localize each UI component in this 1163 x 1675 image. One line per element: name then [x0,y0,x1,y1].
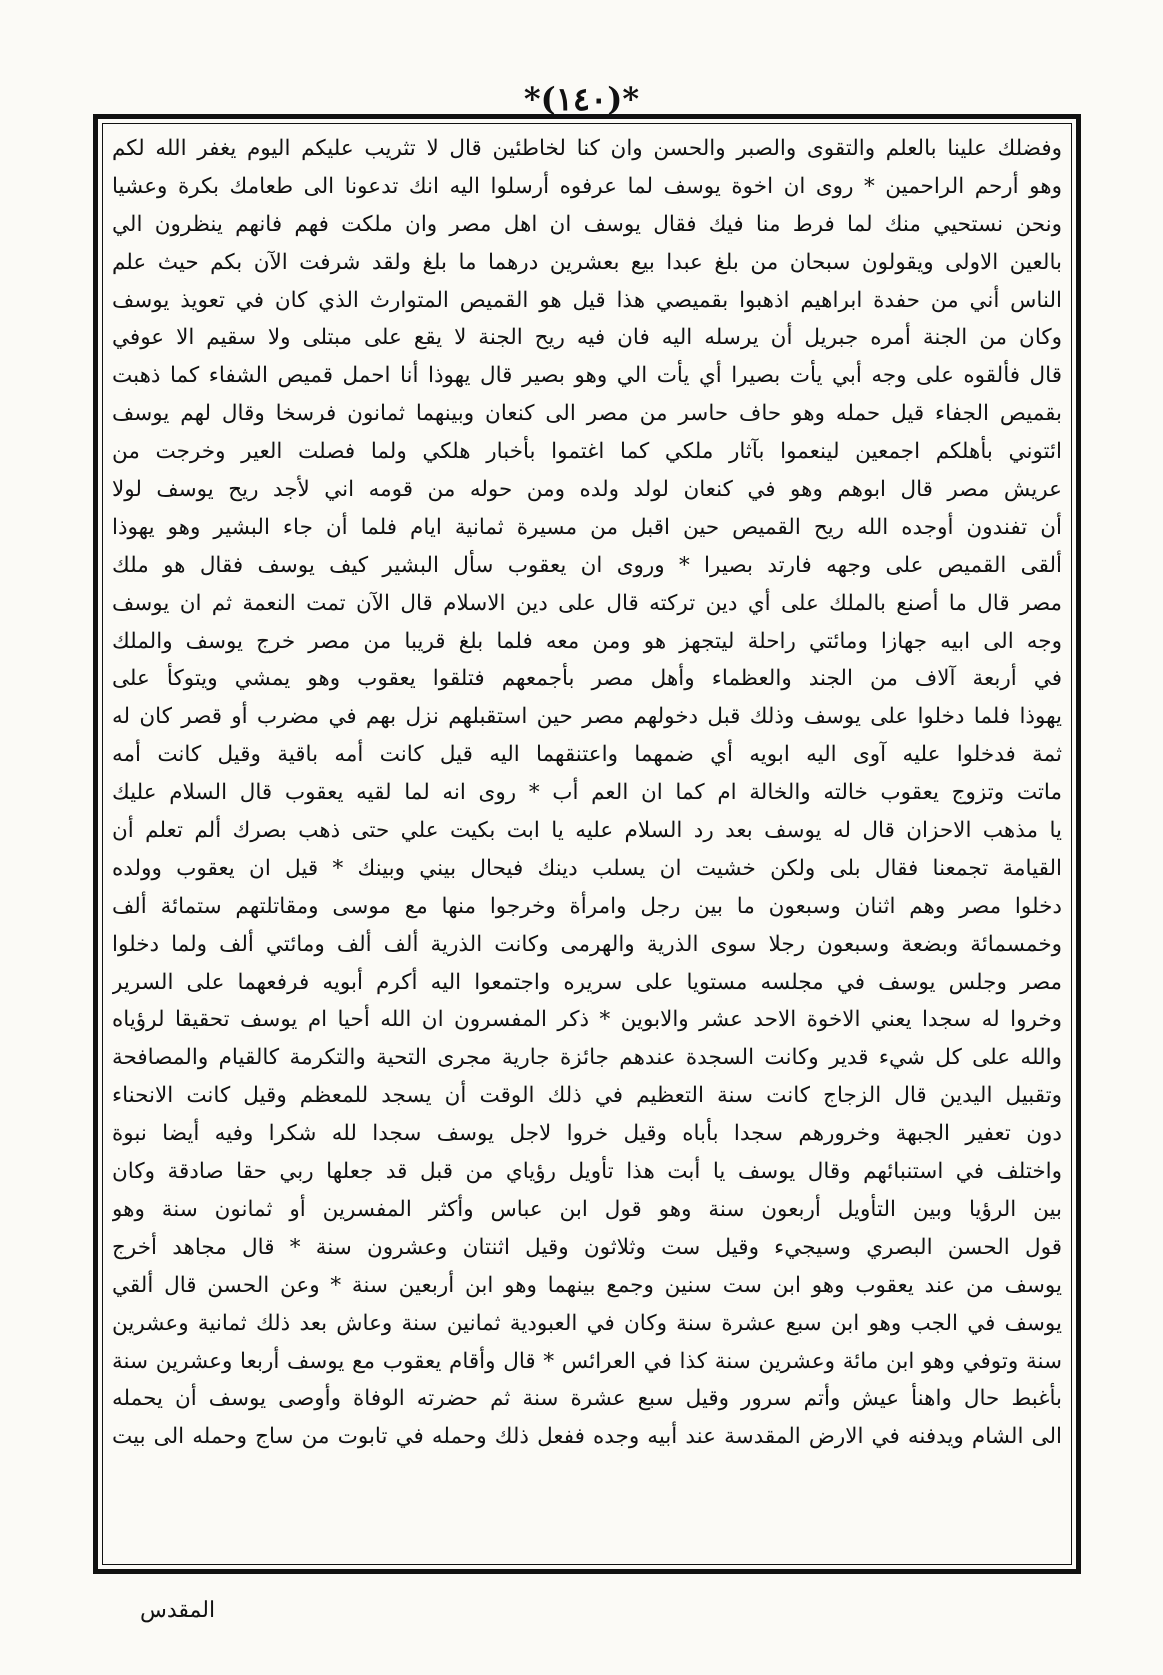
text-line: قول الحسن البصري وسيجيء وقيل ست وثلاثون وقيل اثنتان وعشرون سنة * قال مجاهد أخرج [112,1234,1062,1260]
text-line: الى الشام ويدفنه في الارض المقدسة عند أبيه وجده ففعل ذلك وحمله في تابوت من ساج وحمله الى بيت [112,1424,1062,1450]
page-number: *(١٤٠)* [523,80,640,118]
text-line: ألقى القميص على وجهه فارتد بصيرا * وروى ان يعقوب سأل البشير كيف يوسف فقال هو ملك [112,552,1062,578]
text-line: والله على كل شيء قدير وكانت السجدة عندهم جائزة جارية مجرى التحية والتكرمة كالقيام والمصافحة [112,1045,1062,1071]
text-line: دون تعفير الجبهة وخرورهم سجدا بأباه وقيل خروا لاجل يوسف سجدا لله شكرا وفيه أيضا نبوة [112,1121,1062,1147]
text-line: وفضلك علينا بالعلم والتقوى والصبر والحسن وان كنا لخاطئين قال لا تثريب عليكم اليوم يغفر الله لكم [112,136,1062,161]
text-line: وتقبيل اليدين قال الزجاج كانت سنة التعظيم في ذلك الوقت أن يسجد للمعظم وقيل كانت الانحناء [112,1083,1062,1109]
text-line: وجه الى ابيه جهازا ومائتي راحلة ليتجهز هو ومن معه فلما بلغ قريبا من مصر خرج يوسف والملك [112,628,1062,654]
text-line: يوسف في الجب وهو ابن سبع عشرة سنة وكان في العبودية ثمانين سنة وعاش بعد ذلك ثمانية وعشرين [112,1310,1062,1336]
text-line: قال فألقوه على وجه أبي يأت بصيرا أي يأت الي وهو بصير قال يهوذا أنا احمل قميص الشفاء كما ذهبت [112,363,1062,389]
text-line: الناس أني من حفدة ابراهيم اذهبوا بقميصي هذا قيل هو القميص المتوارث الذي كان في تعويذ يوسف [112,287,1062,313]
text-body [112,130,1062,1560]
text-line: وهو أرحم الراحمين * روى ان اخوة يوسف لما عرفوه أرسلوا اليه انك تدعونا الى طعامك بكرة وعشيا [112,173,1062,199]
text-line: يهوذا فلما دخلوا على يوسف وذلك قبل دخولهم مصر حين استقبلهم نزل بهم في مضرب أو قصر كان له [112,704,1062,730]
text-line: وخمسمائة وبضعة وسبعون رجلا سوى الذرية والهرمى وكانت الذرية ألف ألف ومائتي ألف ولما دخلوا [112,931,1062,957]
text-line: بأغبط حال واهنأ عيش وأتم سرور وقيل سبع عشرة سنة ثم حضرته الوفاة وأوصى يوسف أن يحمله [112,1386,1062,1412]
text-line: وكان من الجنة أمره جبريل أن يرسله اليه فان فيه ريح الجنة لا يقع على مبتلى ولا سقيم الا عوفي [112,325,1062,351]
text-line: يا مذهب الاحزان قال له يوسف بعد رد السلام عليه يا ابت بكيت علي حتى ذهب بصرك ألم تعلم أن [112,818,1062,844]
text-line: يوسف من عند يعقوب وهو ابن ست سنين وجمع بينهما وهو ابن أربعين سنة * وعن الحسن قال ألقي [112,1272,1062,1298]
text-line: بالعين الاولى ويقولون سبحان من بلغ عبدا بيع بعشرين درهما ما بلغ ولقد شرفت الآن بكم حيث علم [112,249,1062,275]
catchword: المقدس [140,1598,216,1623]
text-line: مصر وجلس يوسف في مجلسه مستويا على سريره واجتمعوا اليه أكرم أبويه فرفعهما على السرير [112,969,1062,995]
text-line: القيامة تجمعنا فقال بلى ولكن خشيت ان يسلب دينك فيحال بيني وبينك * قيل ان يعقوب وولده [112,855,1062,881]
text-line: عريش مصر قال ابوهم وهو في كنعان لولد ولده ومن حوله من قومه اني لأجد ريح يوسف لولا [112,477,1062,503]
text-line: في أربعة آلاف من الجند والعظماء وأهل مصر بأجمعهم فتلقوا يعقوب وهو يمشي ويتوكأ على [112,666,1062,692]
text-line: مصر قال ما أصنع بالملك على أي دين تركته قال على دين الاسلام قال الآن تمت النعمة ثم ان يوسف [112,590,1062,616]
text-line: بقميص الجفاء قيل حمله وهو حاف حاسر من مصر الى كنعان وبينهما ثمانون فرسخا وقال لهم يوسف [112,401,1062,427]
text-line: دخلوا مصر وهم اثنان وسبعون ما بين رجل وامرأة وخرجوا منها مع موسى ومقاتلتهم ستمائة ألف [112,893,1062,919]
text-line: ائتوني بأهلكم اجمعين لينعموا بآثار ملكي كما اغتموا بأخبار هلكي ولما فصلت العير وخرجت من [112,439,1062,465]
text-line: بين الرؤيا وبين التأويل أربعون سنة وهو قول ابن عباس وأكثر المفسرين أو ثمانون سنة وهو [112,1196,1062,1222]
text-line: واختلف في استنبائهم وقال يوسف يا أبت هذا تأويل رؤياي من قبل قد جعلها ربي حقا صادقة وكان [112,1159,1062,1185]
text-line: سنة وتوفي وهو ابن مائة وعشرين سنة كذا في العرائس * قال وأقام يعقوب مع يوسف أربعا وعشرين سنة [112,1348,1062,1374]
text-line: أن تفندون أوجده الله ريح القميص حين اقبل من مسيرة ثمانية ايام فلما أن جاء البشير وهو يهوذا [112,514,1062,540]
text-line: وخروا له سجدا يعني الاخوة الاحد عشر والابوين * ذكر المفسرون ان الله أحيا ام يوسف تحقيقا لرؤياه [112,1007,1062,1033]
text-line: ثمة فدخلوا عليه آوى اليه ابويه أي ضمهما واعتنقهما اليه قيل كانت أمه باقية وقيل كانت أمه [112,742,1062,768]
text-line: ماتت وتزوج يعقوب خالته والخالة ام كما ان العم أب * روى انه لما لقيه يعقوب قال السلام عليك [112,780,1062,806]
text-line: ونحن نستحيي منك لما فرط منا فيك فقال يوسف ان اهل مصر وان ملكت فهم فانهم ينظرون الي [112,211,1062,237]
